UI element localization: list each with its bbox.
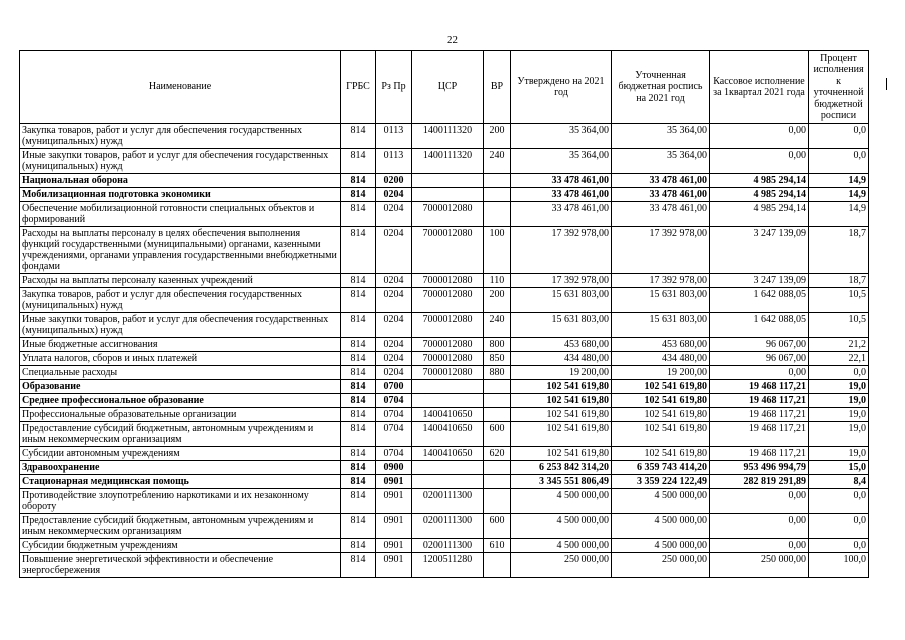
cell-cash: 0,00 [710, 514, 809, 539]
table-row [20, 408, 869, 422]
cell-name: Закупка товаров, работ и услуг для обеспечения государственных (муниципальных) нужд [20, 288, 341, 313]
cell-refined: 4 500 000,00 [612, 539, 710, 553]
cell-csr: 7000012080 [412, 352, 484, 366]
cell-refined: 33 478 461,00 [612, 202, 710, 227]
cell-name: Образование [20, 380, 341, 394]
cell-name: Национальная оборона [20, 174, 341, 188]
cell-rzpr: 0901 [376, 475, 412, 489]
table-row [20, 174, 869, 188]
cell-vr: 880 [484, 366, 511, 380]
cell-vr: 600 [484, 514, 511, 539]
cell-cash: 96 067,00 [710, 338, 809, 352]
cell-rzpr: 0200 [376, 174, 412, 188]
table-row [20, 447, 869, 461]
cell-refined: 102 541 619,80 [612, 394, 710, 408]
cell-rzpr: 0901 [376, 539, 412, 553]
cell-grbs: 814 [341, 338, 376, 352]
table-row [20, 274, 869, 288]
cell-grbs: 814 [341, 352, 376, 366]
cell-approved: 102 541 619,80 [511, 394, 612, 408]
header-csr: ЦСР [412, 51, 484, 124]
cell-vr: 850 [484, 352, 511, 366]
cell-grbs: 814 [341, 366, 376, 380]
cell-approved: 4 500 000,00 [511, 514, 612, 539]
cell-grbs: 814 [341, 422, 376, 447]
cell-name: Субсидии бюджетным учреждениям [20, 539, 341, 553]
cell-percent: 18,7 [809, 274, 869, 288]
cell-cash: 19 468 117,21 [710, 422, 809, 447]
cell-name: Стационарная медицинская помощь [20, 475, 341, 489]
cell-vr: 100 [484, 227, 511, 274]
header-name: Наименование [20, 51, 341, 124]
cell-cash: 19 468 117,21 [710, 408, 809, 422]
cell-approved: 250 000,00 [511, 553, 612, 578]
header-vr: ВР [484, 51, 511, 124]
cell-approved: 33 478 461,00 [511, 174, 612, 188]
cell-name: Среднее профессиональное образование [20, 394, 341, 408]
cell-approved: 102 541 619,80 [511, 408, 612, 422]
cell-cash: 4 985 294,14 [710, 174, 809, 188]
cell-csr: 0200111300 [412, 514, 484, 539]
cell-vr: 620 [484, 447, 511, 461]
cell-cash: 1 642 088,05 [710, 313, 809, 338]
header-refined: Уточненная бюджетная роспись на 2021 год [612, 51, 710, 124]
cell-refined: 453 680,00 [612, 338, 710, 352]
cell-csr: 7000012080 [412, 202, 484, 227]
cell-refined: 17 392 978,00 [612, 274, 710, 288]
cell-cash: 250 000,00 [710, 553, 809, 578]
cell-percent: 19,0 [809, 447, 869, 461]
table-row [20, 149, 869, 174]
cell-cash: 3 247 139,09 [710, 227, 809, 274]
cell-grbs: 814 [341, 461, 376, 475]
cell-approved: 33 478 461,00 [511, 188, 612, 202]
cell-csr: 7000012080 [412, 227, 484, 274]
cell-csr: 7000012080 [412, 288, 484, 313]
header-rzpr: Рз Пр [376, 51, 412, 124]
cell-csr [412, 174, 484, 188]
cell-rzpr: 0901 [376, 553, 412, 578]
cell-refined: 19 200,00 [612, 366, 710, 380]
cell-name: Предоставление субсидий бюджетным, автономным учреждениям и иным некоммерческим организациям [20, 422, 341, 447]
cell-refined: 17 392 978,00 [612, 227, 710, 274]
cell-vr [484, 188, 511, 202]
cell-refined: 6 359 743 414,20 [612, 461, 710, 475]
cell-csr: 7000012080 [412, 366, 484, 380]
cell-rzpr: 0704 [376, 422, 412, 447]
cell-vr: 200 [484, 124, 511, 149]
cell-rzpr: 0204 [376, 202, 412, 227]
cell-cash: 3 247 139,09 [710, 274, 809, 288]
cell-grbs: 814 [341, 380, 376, 394]
cell-grbs: 814 [341, 447, 376, 461]
cell-cash: 0,00 [710, 489, 809, 514]
cell-name: Иные закупки товаров, работ и услуг для обеспечения государственных (муниципальных) нужд [20, 313, 341, 338]
cell-vr: 800 [484, 338, 511, 352]
cell-name: Предоставление субсидий бюджетным, автономным учреждениям и иным некоммерческим организациям [20, 514, 341, 539]
cell-grbs: 814 [341, 227, 376, 274]
cell-grbs: 814 [341, 149, 376, 174]
cell-cash: 282 819 291,89 [710, 475, 809, 489]
header-cash: Кассовое исполнение за 1квартал 2021 года [710, 51, 809, 124]
table-row [20, 553, 869, 578]
cell-approved: 102 541 619,80 [511, 447, 612, 461]
cell-name: Здравоохранение [20, 461, 341, 475]
cell-name: Иные закупки товаров, работ и услуг для обеспечения государственных (муниципальных) нужд [20, 149, 341, 174]
cell-vr: 240 [484, 149, 511, 174]
table-row [20, 422, 869, 447]
cell-approved: 4 500 000,00 [511, 539, 612, 553]
table-row [20, 394, 869, 408]
cell-cash: 0,00 [710, 124, 809, 149]
cell-percent: 8,4 [809, 475, 869, 489]
cell-approved: 17 392 978,00 [511, 274, 612, 288]
table-row [20, 227, 869, 274]
cell-refined: 102 541 619,80 [612, 422, 710, 447]
table-row [20, 288, 869, 313]
cell-rzpr: 0204 [376, 274, 412, 288]
table-row [20, 188, 869, 202]
cell-csr: 7000012080 [412, 313, 484, 338]
cell-approved: 4 500 000,00 [511, 489, 612, 514]
cell-cash: 953 496 994,79 [710, 461, 809, 475]
table-row [20, 539, 869, 553]
cell-percent: 0,0 [809, 514, 869, 539]
cell-csr: 7000012080 [412, 274, 484, 288]
cell-vr [484, 489, 511, 514]
cell-cash: 19 468 117,21 [710, 447, 809, 461]
cell-percent: 21,2 [809, 338, 869, 352]
table-row [20, 202, 869, 227]
cell-refined: 102 541 619,80 [612, 380, 710, 394]
cell-grbs: 814 [341, 539, 376, 553]
cell-vr: 610 [484, 539, 511, 553]
table-row [20, 475, 869, 489]
cell-rzpr: 0113 [376, 124, 412, 149]
cell-percent: 0,0 [809, 124, 869, 149]
cell-percent: 0,0 [809, 539, 869, 553]
table-row [20, 124, 869, 149]
cell-approved: 17 392 978,00 [511, 227, 612, 274]
cell-name: Закупка товаров, работ и услуг для обеспечения государственных (муниципальных) нужд [20, 124, 341, 149]
cell-percent: 14,9 [809, 174, 869, 188]
cell-refined: 250 000,00 [612, 553, 710, 578]
cell-name: Мобилизационная подготовка экономики [20, 188, 341, 202]
cell-grbs: 814 [341, 514, 376, 539]
cell-approved: 35 364,00 [511, 124, 612, 149]
cell-grbs: 814 [341, 408, 376, 422]
cell-refined: 33 478 461,00 [612, 174, 710, 188]
cell-name: Иные бюджетные ассигнования [20, 338, 341, 352]
cell-percent: 0,0 [809, 149, 869, 174]
cell-rzpr: 0700 [376, 380, 412, 394]
header-approved: Утверждено на 2021 год [511, 51, 612, 124]
table-row [20, 514, 869, 539]
cell-approved: 15 631 803,00 [511, 288, 612, 313]
cell-csr [412, 475, 484, 489]
table-row [20, 313, 869, 338]
cell-name: Расходы на выплаты персоналу казенных учреждений [20, 274, 341, 288]
cell-csr: 1400410650 [412, 447, 484, 461]
cell-refined: 434 480,00 [612, 352, 710, 366]
cell-approved: 35 364,00 [511, 149, 612, 174]
cell-rzpr: 0901 [376, 514, 412, 539]
cell-approved: 3 345 551 806,49 [511, 475, 612, 489]
table-row [20, 461, 869, 475]
cell-csr: 1400111320 [412, 124, 484, 149]
cell-name: Повышение энергетической эффективности и обеспечение энергосбережения [20, 553, 341, 578]
cell-grbs: 814 [341, 475, 376, 489]
cell-vr [484, 394, 511, 408]
cell-cash: 0,00 [710, 366, 809, 380]
cell-csr: 1200511280 [412, 553, 484, 578]
cell-csr: 1400111320 [412, 149, 484, 174]
cell-refined: 4 500 000,00 [612, 489, 710, 514]
cell-refined: 4 500 000,00 [612, 514, 710, 539]
table-row [20, 352, 869, 366]
cell-percent: 0,0 [809, 489, 869, 514]
table-row [20, 380, 869, 394]
cell-refined: 15 631 803,00 [612, 313, 710, 338]
cell-csr: 1400410650 [412, 408, 484, 422]
cell-percent: 10,5 [809, 288, 869, 313]
cell-grbs: 814 [341, 202, 376, 227]
cell-name: Обеспечение мобилизационной готовности специальных объектов и формирований [20, 202, 341, 227]
cell-name: Уплата налогов, сборов и иных платежей [20, 352, 341, 366]
cell-percent: 14,9 [809, 202, 869, 227]
cell-vr [484, 174, 511, 188]
cell-percent: 18,7 [809, 227, 869, 274]
cell-rzpr: 0113 [376, 149, 412, 174]
cell-cash: 0,00 [710, 149, 809, 174]
cell-name: Расходы на выплаты персоналу в целях обеспечения выполнения функций государственными (муниципальными) органами, казенными учреждениями, органами управления государственными внебюджетными фондами [20, 227, 341, 274]
cell-rzpr: 0204 [376, 227, 412, 274]
cell-rzpr: 0704 [376, 408, 412, 422]
cell-cash: 4 985 294,14 [710, 188, 809, 202]
cell-vr [484, 408, 511, 422]
cell-csr [412, 394, 484, 408]
cell-percent: 19,0 [809, 422, 869, 447]
cell-refined: 33 478 461,00 [612, 188, 710, 202]
cell-csr [412, 461, 484, 475]
budget-execution-table [19, 50, 869, 578]
cell-approved: 434 480,00 [511, 352, 612, 366]
cell-vr: 240 [484, 313, 511, 338]
cell-grbs: 814 [341, 394, 376, 408]
cell-vr: 600 [484, 422, 511, 447]
cell-csr: 7000012080 [412, 338, 484, 352]
cell-refined: 102 541 619,80 [612, 408, 710, 422]
header-row [20, 51, 869, 124]
cell-percent: 15,0 [809, 461, 869, 475]
cell-cash: 96 067,00 [710, 352, 809, 366]
cell-rzpr: 0204 [376, 188, 412, 202]
header-grbs: ГРБС [341, 51, 376, 124]
cell-approved: 19 200,00 [511, 366, 612, 380]
cell-refined: 3 359 224 122,49 [612, 475, 710, 489]
cell-rzpr: 0704 [376, 447, 412, 461]
cell-grbs: 814 [341, 174, 376, 188]
cell-approved: 33 478 461,00 [511, 202, 612, 227]
cell-rzpr: 0204 [376, 352, 412, 366]
cell-cash: 19 468 117,21 [710, 394, 809, 408]
cell-cash: 4 985 294,14 [710, 202, 809, 227]
table-row [20, 489, 869, 514]
cell-vr [484, 202, 511, 227]
cell-vr [484, 553, 511, 578]
cell-percent: 0,0 [809, 366, 869, 380]
cell-vr [484, 380, 511, 394]
cell-approved: 453 680,00 [511, 338, 612, 352]
cell-cash: 1 642 088,05 [710, 288, 809, 313]
cell-rzpr: 0204 [376, 338, 412, 352]
cell-percent: 10,5 [809, 313, 869, 338]
cell-vr [484, 461, 511, 475]
cell-grbs: 814 [341, 188, 376, 202]
cell-name: Специальные расходы [20, 366, 341, 380]
cell-rzpr: 0204 [376, 313, 412, 338]
cell-csr [412, 380, 484, 394]
cell-vr: 110 [484, 274, 511, 288]
cell-name: Субсидии автономным учреждениям [20, 447, 341, 461]
table-row [20, 338, 869, 352]
cell-name: Противодействие злоупотреблению наркотиками и их незаконному обороту [20, 489, 341, 514]
cell-csr: 0200111300 [412, 489, 484, 514]
cell-rzpr: 0900 [376, 461, 412, 475]
cell-approved: 15 631 803,00 [511, 313, 612, 338]
cell-csr: 0200111300 [412, 539, 484, 553]
margin-mark [886, 78, 887, 90]
cell-refined: 15 631 803,00 [612, 288, 710, 313]
cell-grbs: 814 [341, 274, 376, 288]
cell-grbs: 814 [341, 489, 376, 514]
cell-rzpr: 0204 [376, 288, 412, 313]
cell-approved: 6 253 842 314,20 [511, 461, 612, 475]
cell-percent: 100,0 [809, 553, 869, 578]
cell-cash: 19 468 117,21 [710, 380, 809, 394]
cell-cash: 0,00 [710, 539, 809, 553]
cell-refined: 102 541 619,80 [612, 447, 710, 461]
cell-rzpr: 0704 [376, 394, 412, 408]
header-percent: Процент исполнения к уточненной бюджетной росписи [809, 51, 869, 124]
cell-refined: 35 364,00 [612, 149, 710, 174]
cell-percent: 22,1 [809, 352, 869, 366]
cell-percent: 19,0 [809, 394, 869, 408]
cell-percent: 19,0 [809, 380, 869, 394]
table-body [20, 124, 869, 578]
cell-csr: 1400410650 [412, 422, 484, 447]
table-row [20, 366, 869, 380]
cell-name: Профессиональные образовательные организации [20, 408, 341, 422]
cell-csr [412, 188, 484, 202]
cell-vr [484, 475, 511, 489]
cell-grbs: 814 [341, 124, 376, 149]
cell-rzpr: 0901 [376, 489, 412, 514]
cell-rzpr: 0204 [376, 366, 412, 380]
cell-refined: 35 364,00 [612, 124, 710, 149]
cell-percent: 19,0 [809, 408, 869, 422]
cell-approved: 102 541 619,80 [511, 380, 612, 394]
cell-grbs: 814 [341, 553, 376, 578]
page-number: 22 [447, 34, 458, 46]
cell-vr: 200 [484, 288, 511, 313]
cell-approved: 102 541 619,80 [511, 422, 612, 447]
cell-grbs: 814 [341, 313, 376, 338]
cell-percent: 14,9 [809, 188, 869, 202]
cell-grbs: 814 [341, 288, 376, 313]
